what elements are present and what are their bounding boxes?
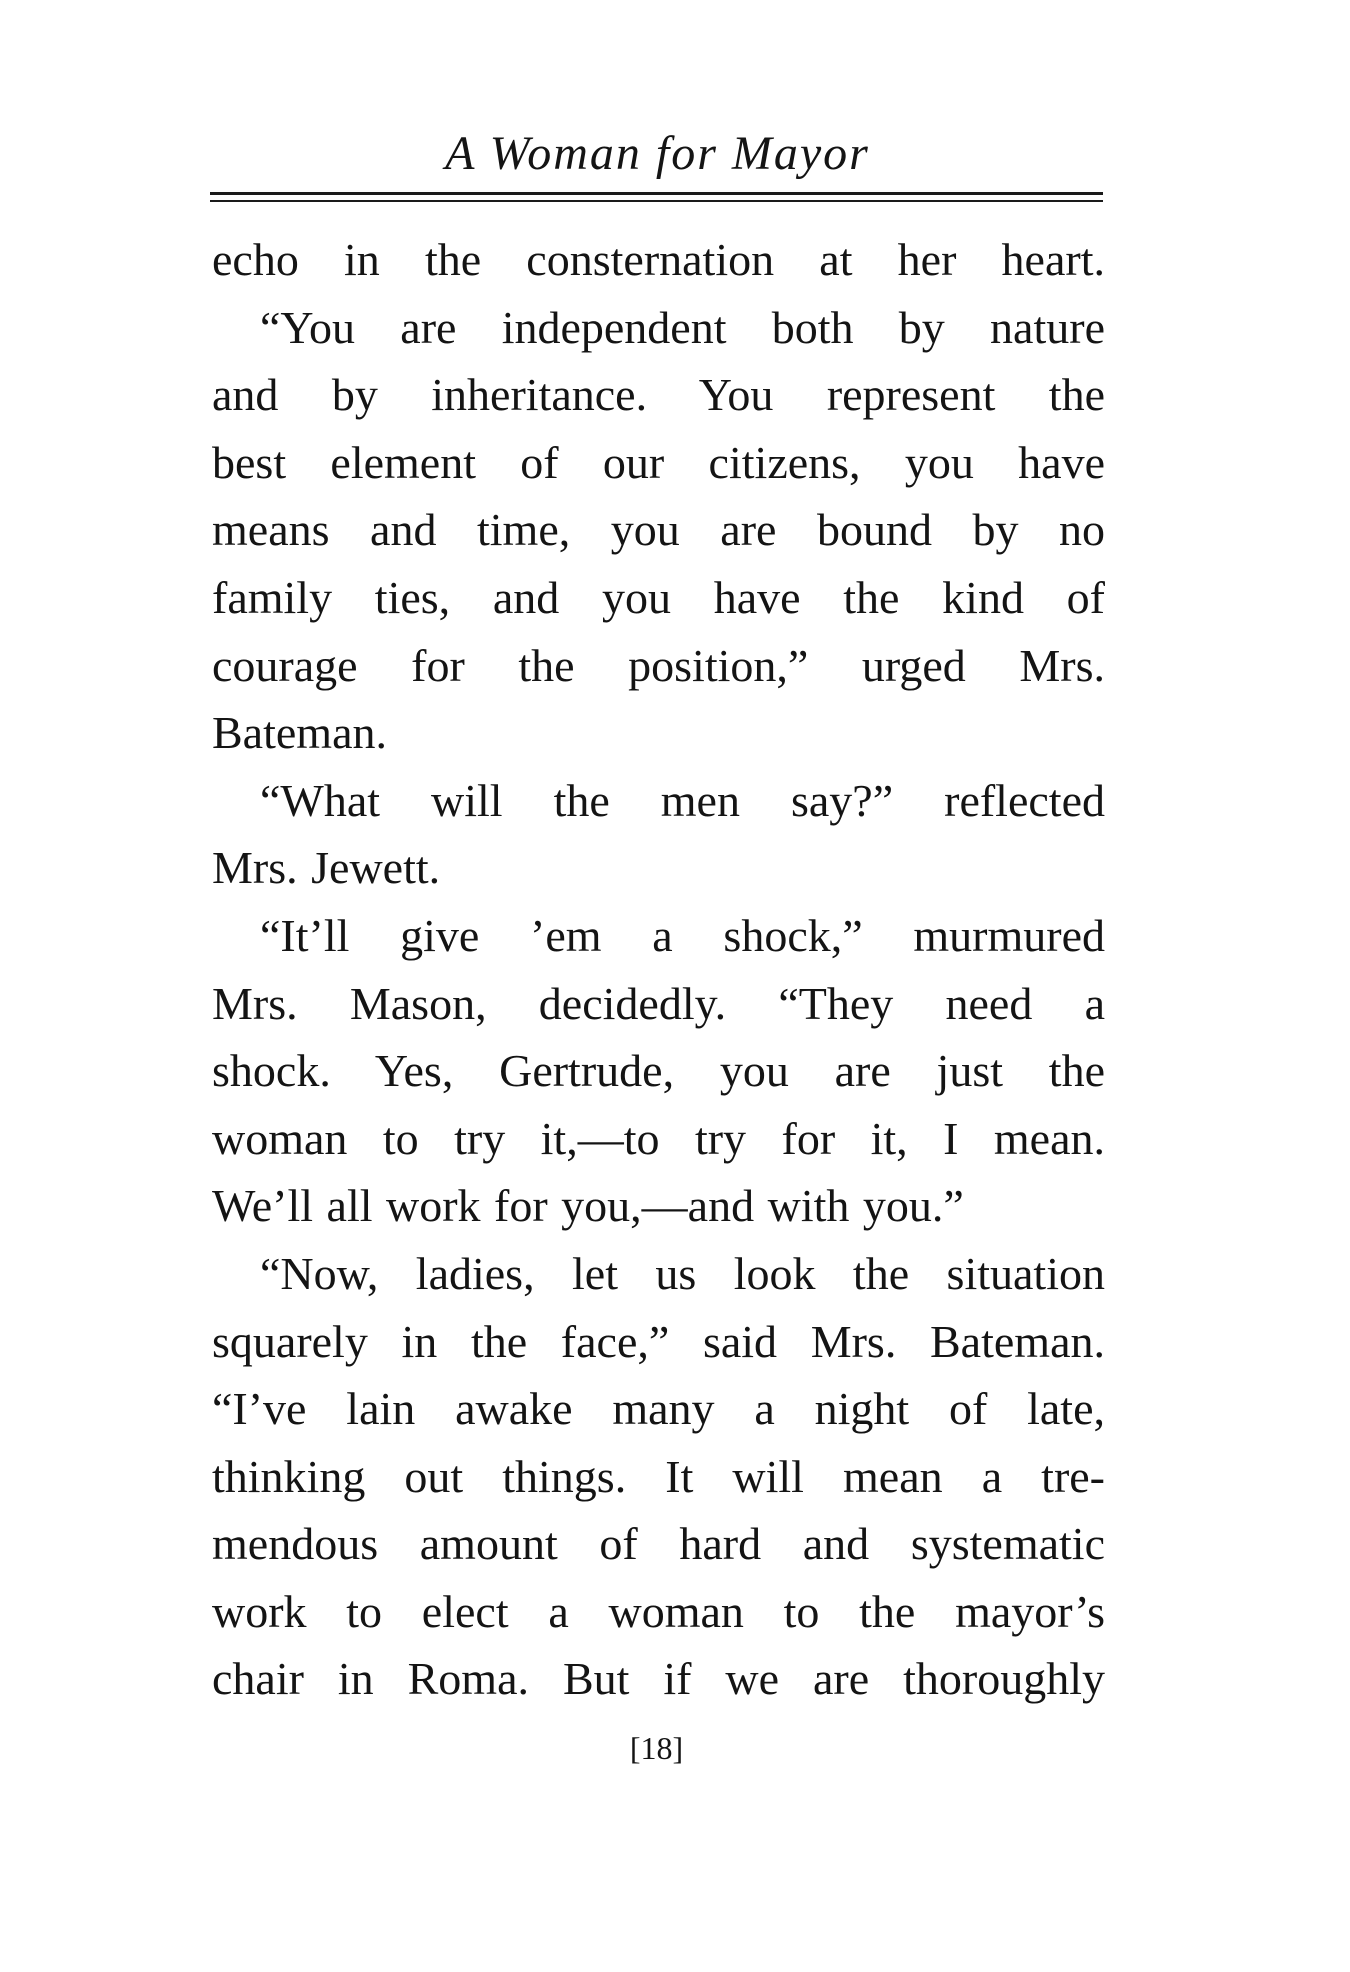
text-line: work to elect a woman to the mayor’s [212,1585,1105,1637]
header-rule-thin [210,200,1103,202]
text-line: “Now, ladies, let us look the situation [260,1247,1105,1299]
text-line: family ties, and you have the kind of [212,571,1105,623]
text-line: best element of our citizens, you have [212,436,1105,488]
text-line: “It’ll give ’em a shock,” murmured [260,909,1105,961]
text-line: mendous amount of hard and systematic [212,1518,1105,1570]
text-line: We’ll all work for you,—and with you.” [212,1180,964,1232]
text-line: and by inheritance. You represent the [212,369,1105,421]
text-line: “You are independent both by nature [260,301,1105,353]
page-number: [18] [629,1730,684,1766]
header-rule-thick [210,192,1103,195]
text-line: courage for the position,” urged Mrs. [212,639,1105,691]
text-line: squarely in the face,” said Mrs. Bateman. [212,1315,1105,1367]
text-line: chair in Roma. But if we are thoroughly [212,1653,1105,1705]
text-line: Mrs. Mason, decidedly. “They need a [212,977,1105,1029]
text-line: woman to try it,—to try for it, I mean. [212,1112,1105,1164]
text-line: shock. Yes, Gertrude, you are just the [212,1045,1105,1097]
running-head: A Woman for Mayor [445,127,870,180]
text-line: “I’ve lain awake many a night of late, [212,1383,1105,1435]
text-line: thinking out things. It will mean a tre- [212,1450,1105,1502]
text-line: echo in the consternation at her heart. [212,234,1105,285]
body-text [212,226,1105,1713]
text-line: Mrs. Jewett. [212,842,441,894]
text-line: “What will the men say?” reflected [260,774,1105,826]
text-line: means and time, you are bound by no [212,504,1105,556]
text-line: Bateman. [212,707,387,759]
